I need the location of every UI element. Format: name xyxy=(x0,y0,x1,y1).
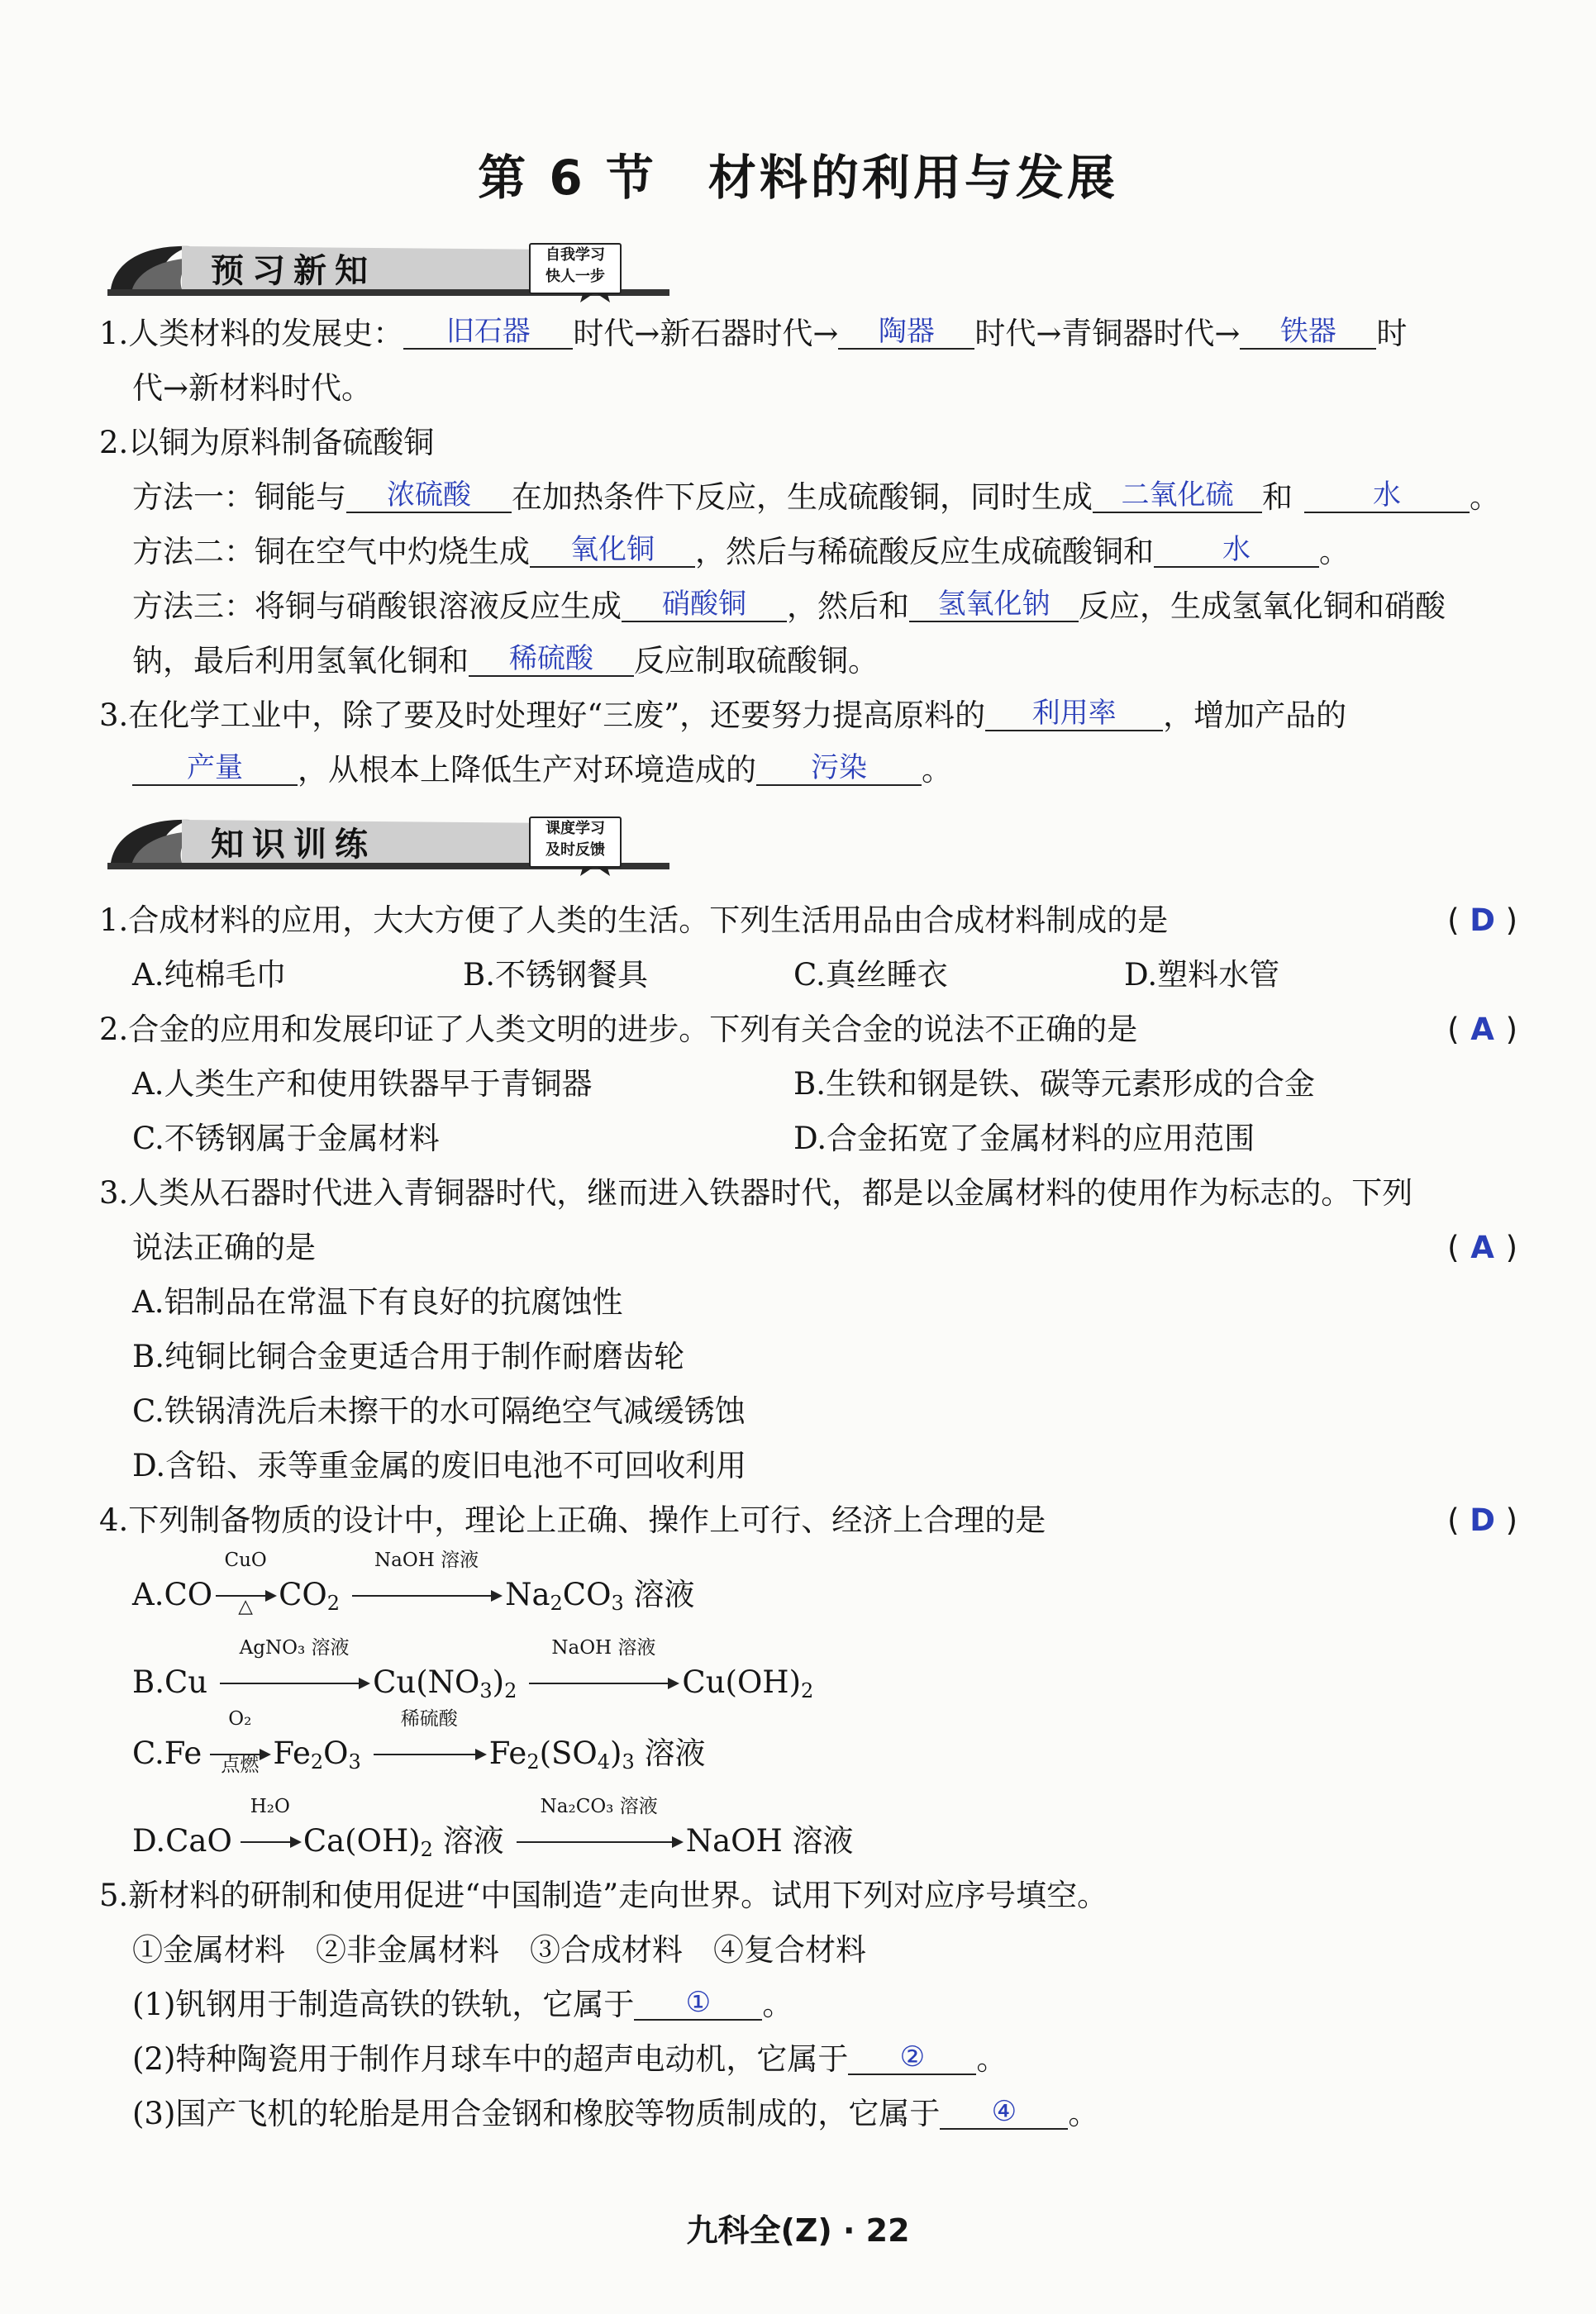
text: 时代→新石器时代→ xyxy=(573,316,839,351)
text: 1.人类材料的发展史： xyxy=(99,316,404,351)
condition: H₂O xyxy=(250,1796,290,1817)
page-footer: 九科全(Z) · 22 xyxy=(686,2212,910,2249)
text: ) xyxy=(610,1736,622,1771)
text: 。 xyxy=(976,2041,1008,2077)
option-d: D.含铅、汞等重金属的废旧电池不可回收利用 xyxy=(132,1448,747,1483)
condition: 稀硫酸 xyxy=(400,1708,458,1730)
reaction-arrow xyxy=(369,1708,489,1774)
text: 反应，生成氢氧化铜和硝酸 xyxy=(1079,588,1446,624)
preview-q1-line1 xyxy=(99,314,1520,354)
subscript: 3 xyxy=(622,1750,635,1774)
subscript: 3 xyxy=(348,1750,361,1774)
answer-blank: ④ xyxy=(940,2095,1068,2130)
text: 溶液 xyxy=(432,1823,504,1859)
subscript: 2 xyxy=(310,1750,324,1774)
answer-choice: D xyxy=(1470,902,1495,938)
subscript: 2 xyxy=(801,1679,814,1702)
reaction-arrow xyxy=(348,1550,505,1615)
option-b: B.不锈钢餐具 xyxy=(463,957,648,993)
preview-q2-method1 xyxy=(132,478,1520,517)
practice-q2-answer: ( A ) xyxy=(1447,1010,1517,1050)
text: 。 xyxy=(1068,2096,1099,2131)
practice-q3-stem: 3.人类从石器时代进入青铜器时代，继而进入铁器时代，都是以金属材料的使用作为标志的。下列 xyxy=(99,1175,1413,1211)
option-c: C.不锈钢属于金属材料 xyxy=(132,1121,440,1156)
preview-q2-stem: 2.以铜为原料制备硫酸铜 xyxy=(99,425,435,460)
preview-q2-method3 xyxy=(132,587,1520,626)
practice-q5-sub2 xyxy=(132,2040,1520,2079)
text: ，然后与稀硫酸反应生成硫酸铜和 xyxy=(695,534,1154,569)
reaction-arrow xyxy=(212,1550,279,1617)
subscript: 3 xyxy=(611,1592,624,1615)
subscript: 2 xyxy=(526,1750,540,1774)
answer-choice: D xyxy=(1470,1502,1495,1538)
answer-choice: A xyxy=(1470,1012,1494,1047)
text: 3.在化学工业中，除了要及时处理好“三废”，还要努力提高原料的 xyxy=(99,698,986,733)
option-b: B.生铁和钢是铁、碳等元素形成的合金 xyxy=(793,1066,1315,1102)
text: 溶液 xyxy=(623,1577,695,1612)
reaction-arrow xyxy=(525,1637,682,1702)
subscript: 2 xyxy=(326,1592,341,1615)
tag-line-1: 自我学习 xyxy=(545,246,605,264)
text: 时 xyxy=(1376,316,1408,351)
answer-blank: 浓硫酸 xyxy=(346,479,512,513)
text: NaOH 溶液 xyxy=(685,1823,854,1859)
preview-q2-method3-cont xyxy=(132,641,1520,681)
answer-blank: 二氧化硫 xyxy=(1093,479,1262,513)
option-a: A.人类生产和使用铁器早于青铜器 xyxy=(132,1066,593,1102)
text: (SO xyxy=(539,1736,598,1771)
text: Ca(OH) xyxy=(303,1823,421,1859)
condition: O₂ xyxy=(228,1708,252,1730)
text: 。 xyxy=(1319,534,1350,569)
option-a: A.纯棉毛巾 xyxy=(132,957,287,993)
answer-blank: 利用率 xyxy=(985,697,1163,731)
subscript: 4 xyxy=(597,1750,610,1774)
answer-blank: 水 xyxy=(1304,479,1470,513)
text: 溶液 xyxy=(634,1736,706,1771)
preview-banner-title: 预习新知 xyxy=(211,252,376,290)
text: A.CO xyxy=(132,1577,213,1612)
condition: NaOH 溶液 xyxy=(374,1550,479,1571)
condition: 点燃 xyxy=(221,1755,260,1776)
option-a: A.铝制品在常温下有良好的抗腐蚀性 xyxy=(132,1284,623,1320)
text: Fe xyxy=(273,1736,311,1771)
text: ，从根本上降低生产对环境造成的 xyxy=(298,752,756,788)
answer-blank: 陶器 xyxy=(838,315,974,350)
reaction-arrow xyxy=(512,1796,686,1861)
text: C.Fe xyxy=(132,1736,202,1771)
text: 方法一：铜能与 xyxy=(132,479,346,515)
text: Cu(OH) xyxy=(682,1664,802,1700)
answer-blank: 铁器 xyxy=(1240,315,1376,350)
practice-q5-choices: ①金属材料 ②非金属材料 ③合成材料 ④复合材料 xyxy=(132,1932,866,1968)
text: B.Cu xyxy=(132,1664,208,1700)
text: 和 xyxy=(1262,479,1293,515)
preview-q2-method2 xyxy=(132,532,1520,572)
answer-blank: 污染 xyxy=(756,751,922,786)
text: D.CaO xyxy=(132,1823,232,1859)
option-a-equation xyxy=(132,1550,695,1617)
answer-blank: 硝酸铜 xyxy=(622,588,787,622)
preview-banner xyxy=(99,238,678,307)
text: 反应制取硫酸铜。 xyxy=(634,643,879,678)
answer-blank: 氢氧化钠 xyxy=(909,588,1079,622)
reaction-arrow xyxy=(237,1796,303,1861)
answer-blank: 稀硫酸 xyxy=(469,642,634,677)
text: 。 xyxy=(1470,479,1500,515)
answer-choice: A xyxy=(1470,1230,1494,1265)
text: Fe xyxy=(488,1736,527,1771)
option-d: D.塑料水管 xyxy=(1124,957,1280,993)
text: (3)国产飞机的轮胎是用合金钢和橡胶等物质制成的，它属于 xyxy=(132,2096,941,2131)
practice-q4-stem: 4.下列制备物质的设计中，理论上正确、操作上可行、经济上合理的是 xyxy=(99,1502,1046,1538)
practice-banner-title: 知识训练 xyxy=(211,826,376,864)
practice-q3-stem-cont: 说法正确的是 xyxy=(132,1230,316,1265)
condition: CuO xyxy=(224,1550,267,1571)
condition: Na₂CO₃ 溶液 xyxy=(540,1796,658,1817)
text: 。 xyxy=(922,752,952,788)
option-d: D.合金拓宽了金属材料的应用范围 xyxy=(793,1121,1255,1156)
text: ，然后和 xyxy=(787,588,909,624)
practice-q3-answer: ( A ) xyxy=(1447,1228,1517,1268)
practice-banner xyxy=(99,812,678,881)
tag-line-2: 及时反馈 xyxy=(545,841,605,859)
practice-q5-sub1 xyxy=(132,1985,1520,2025)
text: (2)特种陶瓷用于制作月球车中的超声电动机，它属于 xyxy=(132,2041,849,2077)
tag-line-1: 课度学习 xyxy=(545,820,605,837)
reaction-arrow xyxy=(207,1708,273,1776)
practice-q1-answer: ( D ) xyxy=(1447,901,1517,940)
option-b-equation xyxy=(132,1637,814,1702)
text: 在加热条件下反应，生成硫酸铜，同时生成 xyxy=(512,479,1093,515)
text: ，增加产品的 xyxy=(1163,698,1347,733)
text: O xyxy=(323,1736,349,1771)
text: Na xyxy=(505,1577,550,1612)
condition: △ xyxy=(238,1596,253,1617)
text: ) xyxy=(492,1664,505,1700)
preview-banner-tag xyxy=(529,243,622,294)
preview-q3-line1 xyxy=(99,696,1520,736)
practice-q4-answer: ( D ) xyxy=(1447,1501,1517,1540)
practice-banner-tag xyxy=(529,817,622,868)
condition: AgNO₃ 溶液 xyxy=(239,1637,350,1659)
preview-q3-line2 xyxy=(132,750,1520,790)
text: CO xyxy=(562,1577,612,1612)
answer-blank: 氧化铜 xyxy=(530,533,695,568)
text: 。 xyxy=(762,1987,793,2022)
text: 方法三：将铜与硝酸银溶液反应生成 xyxy=(132,588,622,624)
option-c: C.真丝睡衣 xyxy=(793,957,948,993)
option-d-equation xyxy=(132,1796,854,1861)
answer-blank: 旧石器 xyxy=(403,315,573,350)
text: (1)钒钢用于制造高铁的铁轨，它属于 xyxy=(132,1987,635,2022)
subscript: 2 xyxy=(550,1592,563,1615)
answer-blank: 产量 xyxy=(132,751,298,786)
answer-blank: ② xyxy=(848,2040,976,2075)
option-b: B.纯铜比铜合金更适合用于制作耐磨齿轮 xyxy=(132,1339,684,1374)
preview-q1-line2: 代→新材料时代。 xyxy=(132,370,373,406)
reaction-arrow xyxy=(216,1637,373,1702)
answer-blank: ① xyxy=(634,1986,762,2021)
tag-line-2: 快人一步 xyxy=(545,268,605,285)
practice-q5-stem: 5.新材料的研制和使用促进“中国制造”走向世界。试用下列对应序号填空。 xyxy=(99,1878,1108,1913)
practice-q5-sub3 xyxy=(132,2094,1520,2134)
text: Cu(NO xyxy=(373,1664,480,1700)
answer-blank: 水 xyxy=(1154,533,1319,568)
page-title: 第 6 节 材料的利用与发展 xyxy=(478,150,1118,206)
subscript: 2 xyxy=(504,1679,517,1702)
text: 时代→青铜器时代→ xyxy=(974,316,1241,351)
text: 钠，最后利用氢氧化铜和 xyxy=(132,643,469,678)
text: CO xyxy=(279,1577,327,1612)
subscript: 2 xyxy=(420,1838,433,1861)
practice-q1-stem: 1.合成材料的应用，大大方便了人类的生活。下列生活用品由合成材料制成的是 xyxy=(99,902,1169,938)
text: 方法二：铜在空气中灼烧生成 xyxy=(132,534,530,569)
option-c: C.铁锅清洗后未擦干的水可隔绝空气减缓锈蚀 xyxy=(132,1393,746,1429)
subscript: 3 xyxy=(479,1679,493,1702)
condition: NaOH 溶液 xyxy=(551,1637,656,1659)
practice-q2-stem: 2.合金的应用和发展印证了人类文明的进步。下列有关合金的说法不正确的是 xyxy=(99,1012,1138,1047)
option-c-equation xyxy=(132,1708,706,1776)
